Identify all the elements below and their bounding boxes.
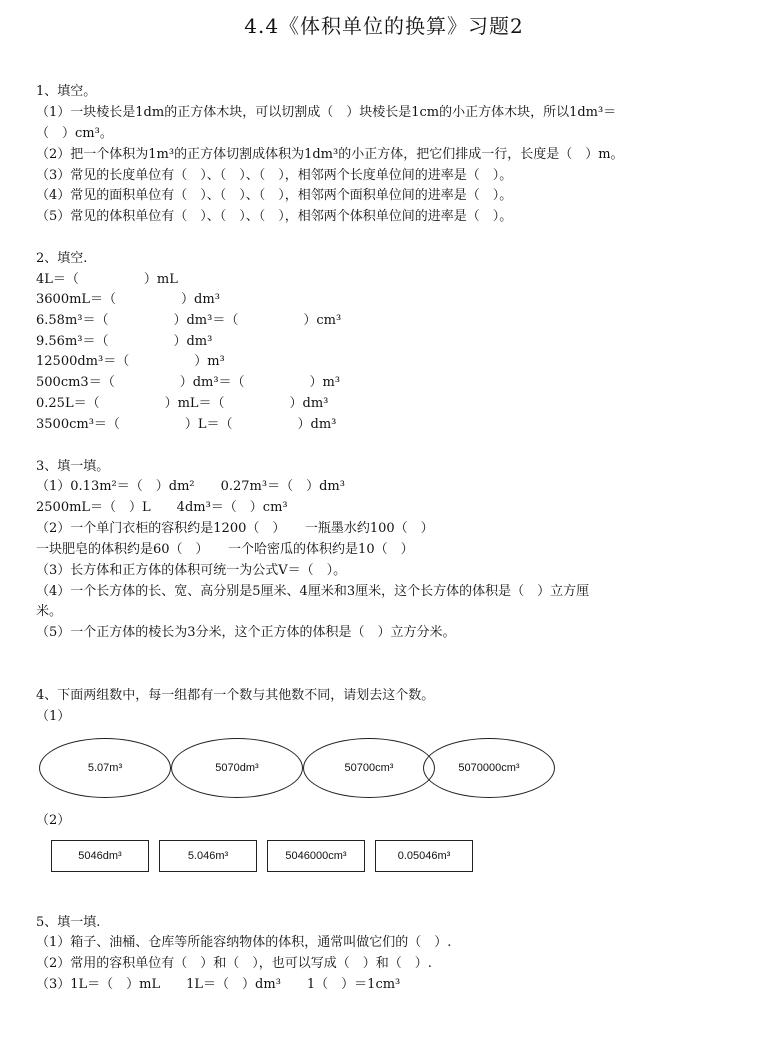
s2-line-4: 9.56m³＝（ ）dm³: [36, 334, 213, 349]
s5-line-3: （3）1L＝（ ）mL 1L＝（ ）dm³ 1（ ）＝1cm³: [36, 977, 401, 992]
page-title: 4.4《体积单位的换算》习题2: [244, 14, 524, 38]
section-2-heading: 2、填空.: [36, 251, 88, 266]
option-box[interactable]: 5046dm³: [51, 840, 149, 872]
s2-line-1: 4L＝（ ）mL: [36, 272, 178, 287]
s3-line-8: （5）一个正方体的棱长为3分米，这个正方体的体积是（ ）立方分米。: [36, 625, 456, 640]
s3-line-3: （2）一个单门衣柜的容积约是1200（ ） 一瓶墨水约100（ ）: [36, 521, 434, 536]
s2-line-7: 0.25L＝（ ）mL＝（ ）dm³: [36, 396, 329, 411]
s3-line-6: （4）一个长方体的长、宽、高分别是5厘米、4厘米和3厘米，这个长方体的体积是（ ）立方厘: [36, 584, 590, 599]
s1-line-1: （1）一块棱长是1dm的正方体木块，可以切割成（ ）块棱长是1cm的小正方体木块，所以1dm³＝: [36, 105, 617, 120]
option-box[interactable]: 0.05046m³: [375, 840, 473, 872]
option-box[interactable]: 5046000cm³: [267, 840, 365, 872]
s3-line-5: （3）长方体和正方体的体积可统一为公式V＝（ ）。: [36, 563, 347, 578]
s2-line-6: 500cm3＝（ ）dm³＝（ ）m³: [36, 375, 341, 390]
section-5-heading: 5、填一填.: [36, 915, 101, 930]
s2-line-2: 3600mL＝（ ）dm³: [36, 292, 220, 307]
s5-line-1: （1）箱子、油桶、仓库等所能容纳物体的体积，通常叫做它们的（ ）.: [36, 935, 452, 950]
s3-line-1: （1）0.13m²＝（ ）dm² 0.27m³＝（ ）dm³: [36, 479, 345, 494]
s3-line-2: 2500mL＝（ ）L 4dm³＝（ ）cm³: [36, 500, 288, 515]
option-ellipse[interactable]: 5.07m³: [39, 738, 171, 798]
s3-line-7: 米。: [36, 604, 63, 619]
option-ellipse[interactable]: 5070dm³: [171, 738, 303, 798]
s5-line-2: （2）常用的容积单位有（ ）和（ ），也可以写成（ ）和（ ）.: [36, 956, 432, 971]
s2-line-5: 12500dm³＝（ ）m³: [36, 354, 225, 369]
section-1-heading: 1、填空。: [36, 84, 97, 99]
option-ellipse[interactable]: 5070000cm³: [423, 738, 555, 798]
s4-part-2-label: （2）: [36, 813, 71, 828]
s4-part-1-label: （1）: [36, 709, 71, 724]
option-box[interactable]: 5.046m³: [159, 840, 257, 872]
s1-line-5: （4）常见的面积单位有（ ）、（ ）、（ ），相邻两个面积单位间的进率是（ ）。: [36, 188, 513, 203]
section-4-heading: 4、下面两组数中，每一组都有一个数与其他数不同，请划去这个数。: [36, 688, 435, 703]
option-ellipse[interactable]: 50700cm³: [303, 738, 435, 798]
s1-line-6: （5）常见的体积单位有（ ）、（ ）、（ ），相邻两个体积单位间的进率是（ ）。: [36, 209, 513, 224]
section-3-heading: 3、填一填。: [36, 459, 110, 474]
s2-line-3: 6.58m³＝（ ）dm³＝（ ）cm³: [36, 313, 342, 328]
s1-line-2: （ ）cm³。: [36, 126, 113, 141]
s2-line-8: 3500cm³＝（ ）L＝（ ）dm³: [36, 417, 337, 432]
s3-line-4: 一块肥皂的体积约是60（ ） 一个哈密瓜的体积约是10（ ）: [36, 542, 414, 557]
s1-line-4: （3）常见的长度单位有（ ）、（ ）、（ ），相邻两个长度单位间的进率是（ ）。: [36, 168, 513, 183]
s1-line-3: （2）把一个体积为1m³的正方体切割成体积为1dm³的小正方体，把它们排成一行，长度是（ ）m。: [36, 147, 624, 162]
